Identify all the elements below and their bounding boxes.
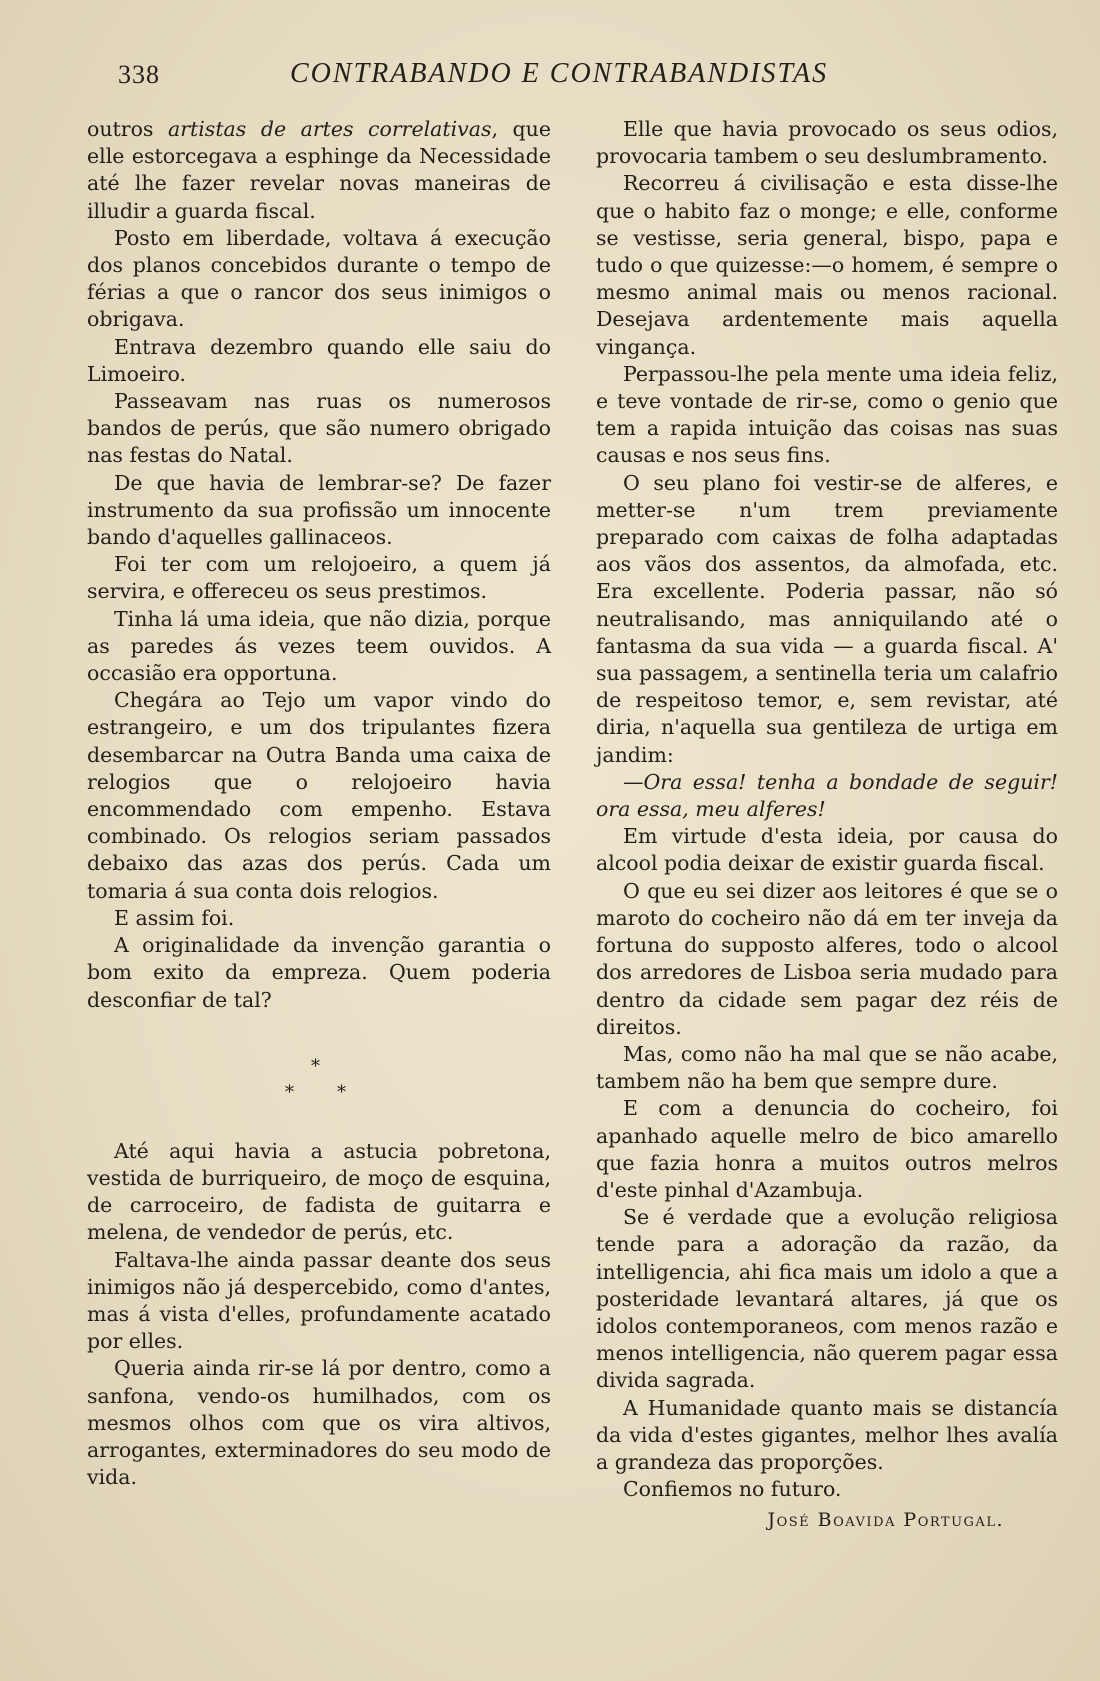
paragraph: Posto em liberdade, voltava á execução dos planos concebidos durante o tempo de férias a que o rancor dos seus inimigos o obrigava. xyxy=(87,225,551,332)
page-number: 338 xyxy=(118,60,160,89)
paragraph: A originalidade da invenção garantia o bom exito da empreza. Quem poderia desconfiar de tal? xyxy=(87,933,551,1012)
paragraph: E com a denuncia do cocheiro, foi apanhado aquelle melro de bico amarello que fazia honra a muitos outros melros d'este pinhal d'Azambuja. xyxy=(596,1096,1058,1202)
italic-phrase: artistas de artes correlativas xyxy=(167,117,492,141)
paragraph: Mas, como não ha mal que se não acabe, tambem não ha bem que sempre dure. xyxy=(596,1041,1058,1094)
author-signature: José Boavida Portugal. xyxy=(767,1509,1004,1531)
paragraph: Em virtude d'esta ideia, por causa do alcool podia deixar de existir guarda fiscal. xyxy=(596,824,1058,876)
page-header xyxy=(0,58,1100,98)
paragraph: Recorreu á civilisação e esta disse-lhe que o habito faz o monge; e elle, conforme se vestisse, seria general, bispo, papa e tudo o que quizesse:—o homem, é sempre o mesmo animal mais ou menos racional. Desejava ardentemente mais aquella vingança. xyxy=(596,171,1058,359)
paragraph: outros artistas de artes correlativas, que elle estorcegava a esphinge da Necessidade até lhe fazer revelar novas maneiras de illudir a guarda fiscal. xyxy=(87,117,551,223)
paragraph: Entrava dezembro quando elle saiu do Limoeiro. xyxy=(87,334,551,386)
paragraph: Perpassou-lhe pela mente uma ideia feliz, e teve vontade de rir-se, como o genio que tem a rapida intuição das coisas nas suas causas e nos seus fins. xyxy=(596,361,1058,468)
paragraph: Se é verdade que a evolução religiosa tende para a adoração da razão, da intelligencia, ahi fica mais um idolo a que a posteridade levantará altares, já que os idolos contemporaneos, com menos razão e menos intelligencia, não querem pagar essa divida sagrada. xyxy=(596,1205,1058,1393)
running-title: CONTRABANDO E CONTRABANDISTAS xyxy=(290,58,829,89)
section-break-asterisks xyxy=(87,1014,551,1138)
paragraph: Foi ter com um relojoeiro, a quem já servira, e offereceu os seus prestimos. xyxy=(87,552,551,604)
paragraph: Confiemos no futuro. xyxy=(623,1477,842,1502)
paragraph: Até aqui havia a astucia pobretona, vestida de burriqueiro, de moço de esquina, de carroceiro, de fadista de guitarra e melena, de vendedor de perús, etc. xyxy=(87,1138,551,1245)
paragraph: E assim foi. xyxy=(114,905,235,930)
left-column xyxy=(87,116,551,1491)
paragraph: Passeavam nas ruas os numerosos bandos de perús, que são numero obrigado nas festas do Natal. xyxy=(87,389,551,468)
paragraph: O que eu sei dizer aos leitores é que se o maroto do cocheiro não dá em ter inveja da fortuna do supposto alferes, todo o alcool dos arredores de Lisboa seria mudado para dentro da cidade sem pagar dez réis de direitos. xyxy=(596,878,1058,1039)
paragraph: O seu plano foi vestir-se de alferes, e metter-se n'um trem previamente preparado com caixas de folha adaptadas aos vãos dos assentos, da almofada, etc. Era excellente. Poderia passar, não só neutralisando, mas anniquilando até o fantasma da sua vida — a guarda fiscal. A' sua passagem, a sentinella teria um calafrio de respeitoso temor, e, sem revistar, até diria, n'aquella sua gentileza de urtiga em jandim: xyxy=(596,470,1058,767)
asterisk: * xyxy=(285,1081,294,1103)
paragraph: Faltava-lhe ainda passar deante dos seus inimigos não já despercebido, como d'antes, mas á vista d'elles, profundamente acatado por elles. xyxy=(87,1247,551,1354)
paragraph: Elle que havia provocado os seus odios, provocaria tambem o seu deslumbramento. xyxy=(596,117,1058,169)
quoted-speech: —Ora essa! tenha a bondade de seguir! ora essa, meu alferes! xyxy=(596,769,1058,822)
paragraph: Tinha lá uma ideia, que não dizia, porque as paredes ás vezes teem ouvidos. A occasião era opportuna. xyxy=(87,606,551,686)
paragraph: Chegára ao Tejo um vapor vindo do estrangeiro, e um dos tripulantes fizera desembarcar na Outra Banda uma caixa de relogios que o relojoeiro havia encommendado com empenho. Estava combinado. Os relogios seriam passados debaixo das azas dos perús. Cada um tomaria á sua conta dois relogios. xyxy=(87,688,551,903)
asterisk: * xyxy=(337,1081,346,1103)
paragraph: De que havia de lembrar-se? De fazer instrumento da sua profissão um innocente bando d'aquelles gallinaceos. xyxy=(87,470,551,550)
paragraph: A Humanidade quanto mais se distancía da vida d'estes gigantes, melhor lhes avalía a grandeza das proporções. xyxy=(596,1395,1058,1474)
paragraph: Queria ainda rir-se lá por dentro, como a sanfona, vendo-os humilhados, com os mesmos olhos com que os vira altivos, arrogantes, exterminadores do seu modo de vida. xyxy=(87,1356,551,1490)
right-column xyxy=(596,116,1058,1503)
asterisk: * xyxy=(311,1055,320,1077)
